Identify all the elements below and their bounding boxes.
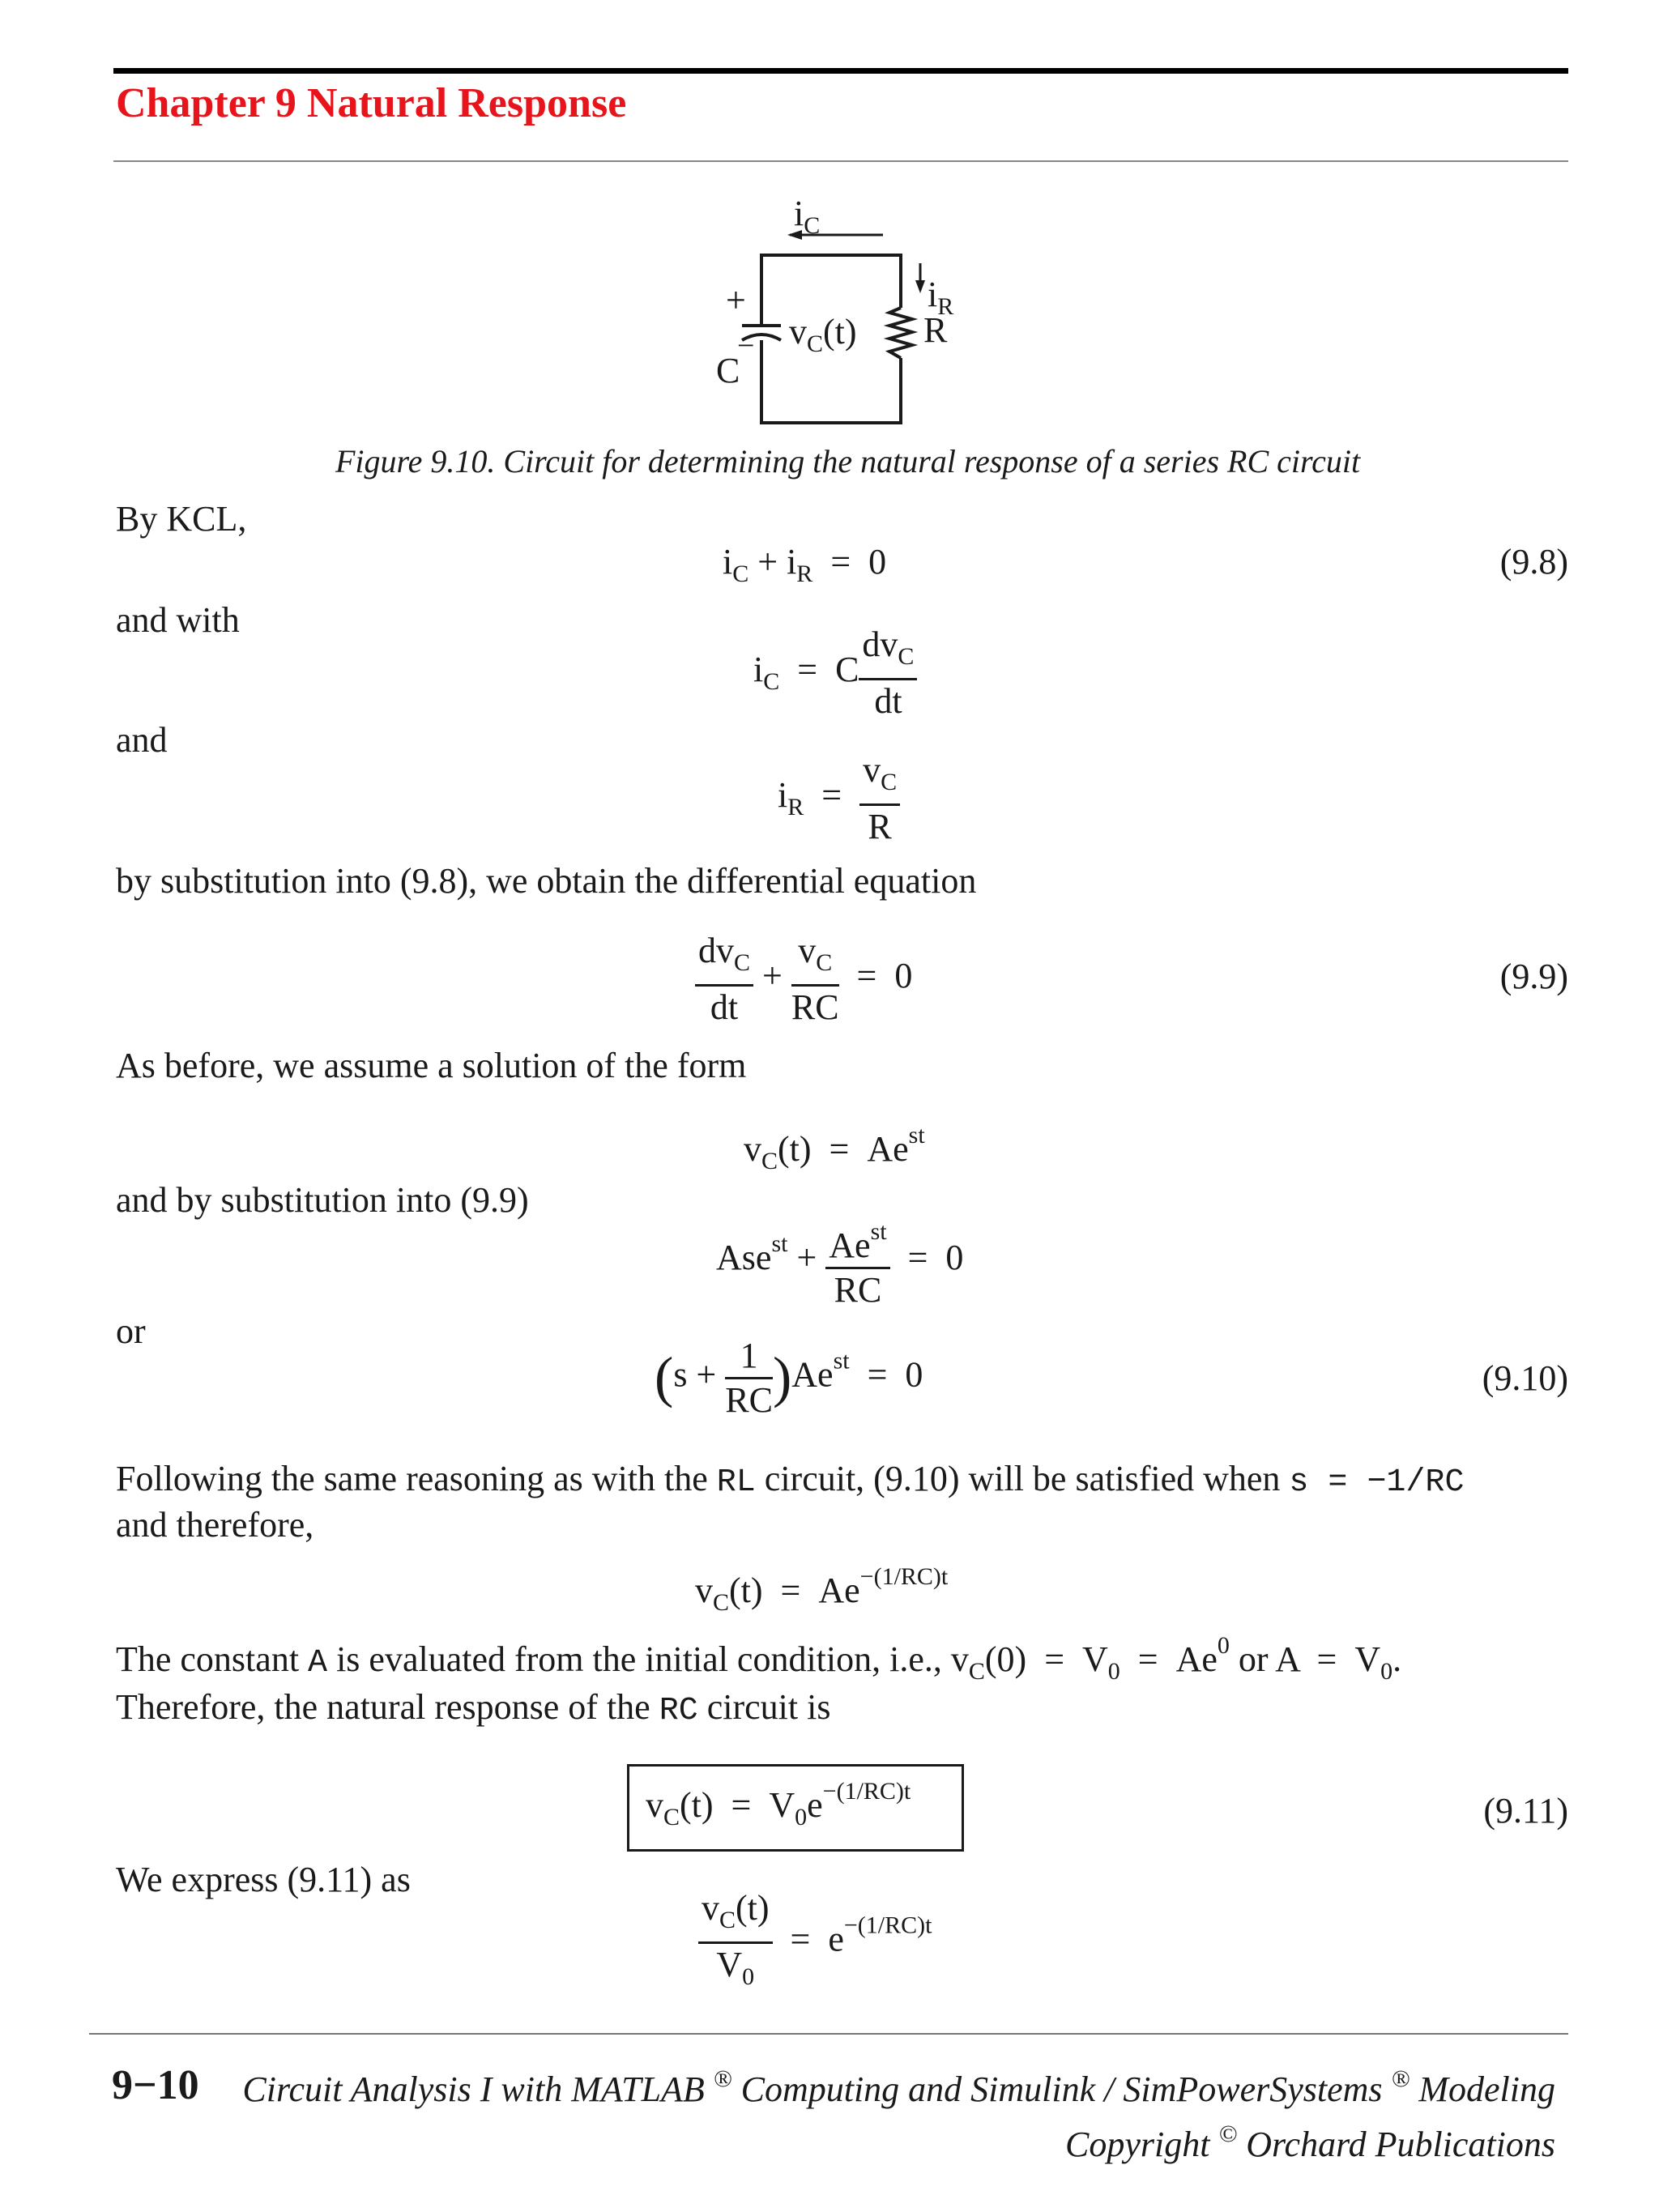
ic-label: $i_C$ [794,194,821,239]
ir-label: $i_R$ [928,275,954,320]
equation-9-8: $i_C + i_R = 0$ [723,542,887,587]
plus-sign: + [726,280,746,320]
equation-9-11-boxed: $v_C(t) = V_0e^{-(1/RC)t}$ [627,1764,964,1852]
text-and: and [116,720,168,760]
text-following: Following the same reasoning as with the RL circuit, (9.10) will be satisfied when s = −1/RC [116,1459,1465,1501]
equation-exp-solution: $v_C(t) = Ae^{-(1/RC)t}$ [695,1563,949,1616]
header-rule [113,68,1568,74]
equation-ic: $i_C = C$ $\frac{dv_C}{dt}$ [753,624,917,722]
text-therefore: Therefore, the natural response of the RC circuit is [116,1687,831,1729]
text-by-kcl: By KCL, [116,499,247,539]
equation-normalized: $\frac{v_C(t)}{V_0}$ = $e^{-(1/RC)t}$ [698,1887,932,1998]
eqno-9-10: (9.10) [1482,1358,1568,1398]
text-we-express: We express (9.11) as [116,1860,411,1899]
footer-copyright: Copyright © Orchard Publications [1065,2120,1555,2164]
text-constant: The constant A is evaluated from the initial condition, i.e., $v_C(0) = V_0 = Ae^0$ or $A = V_0$. [116,1632,1402,1685]
equation-9-9: $\frac{dv_C}{dt}$ + $\frac{v_C}{RC}$ = 0 [695,930,912,1029]
capacitor-label: C [716,351,740,390]
footer-book-title: Circuit Analysis I with MATLAB ® Computing and Simulink / SimPowerSystems ® Modeling [242,2065,1555,2109]
equation-ir: $i_R$ = $\frac{v_C}{R}$ [778,749,900,848]
eqno-9-9: (9.9) [1499,957,1568,996]
minus-sign: − [737,329,755,363]
text-substitution: by substitution into (9.8), we obtain the differential equation [116,861,977,901]
resistor-label: R [923,310,948,350]
eqno-9-8: (9.8) [1499,542,1568,582]
text-and-by-sub: and by substitution into (9.9) [116,1180,529,1220]
chapter-title: Chapter 9 Natural Response [116,80,627,126]
text-and-with: and with [116,600,240,640]
eqno-9-11: (9.11) [1483,1791,1568,1831]
top-wire [761,255,901,308]
equation-solution-form: $v_C(t) = Ae^{st}$ [744,1122,925,1174]
vc-label: $v_C(t)$ [789,312,857,357]
footer-rule [89,2033,1568,2035]
ir-arrow-head [915,280,925,293]
resistor-symbol [889,308,912,358]
page-number: 9−10 [112,2062,199,2108]
header-divider [113,160,1568,162]
equation-9-10: (s + $\frac{1}{RC}$ )$Ae^{st} = 0$ [655,1336,923,1420]
text-and-therefore: and therefore, [116,1505,314,1545]
text-as-before: As before, we assume a solution of the form [116,1046,747,1085]
equation-substituted: Ase$^{st}$ + $\frac{Ae^{st}}{RC}$ = 0 [716,1211,963,1311]
text-or: or [116,1311,146,1351]
figure-caption: Figure 9.10. Circuit for determining the natural response of a series RC circuit [335,443,1361,479]
